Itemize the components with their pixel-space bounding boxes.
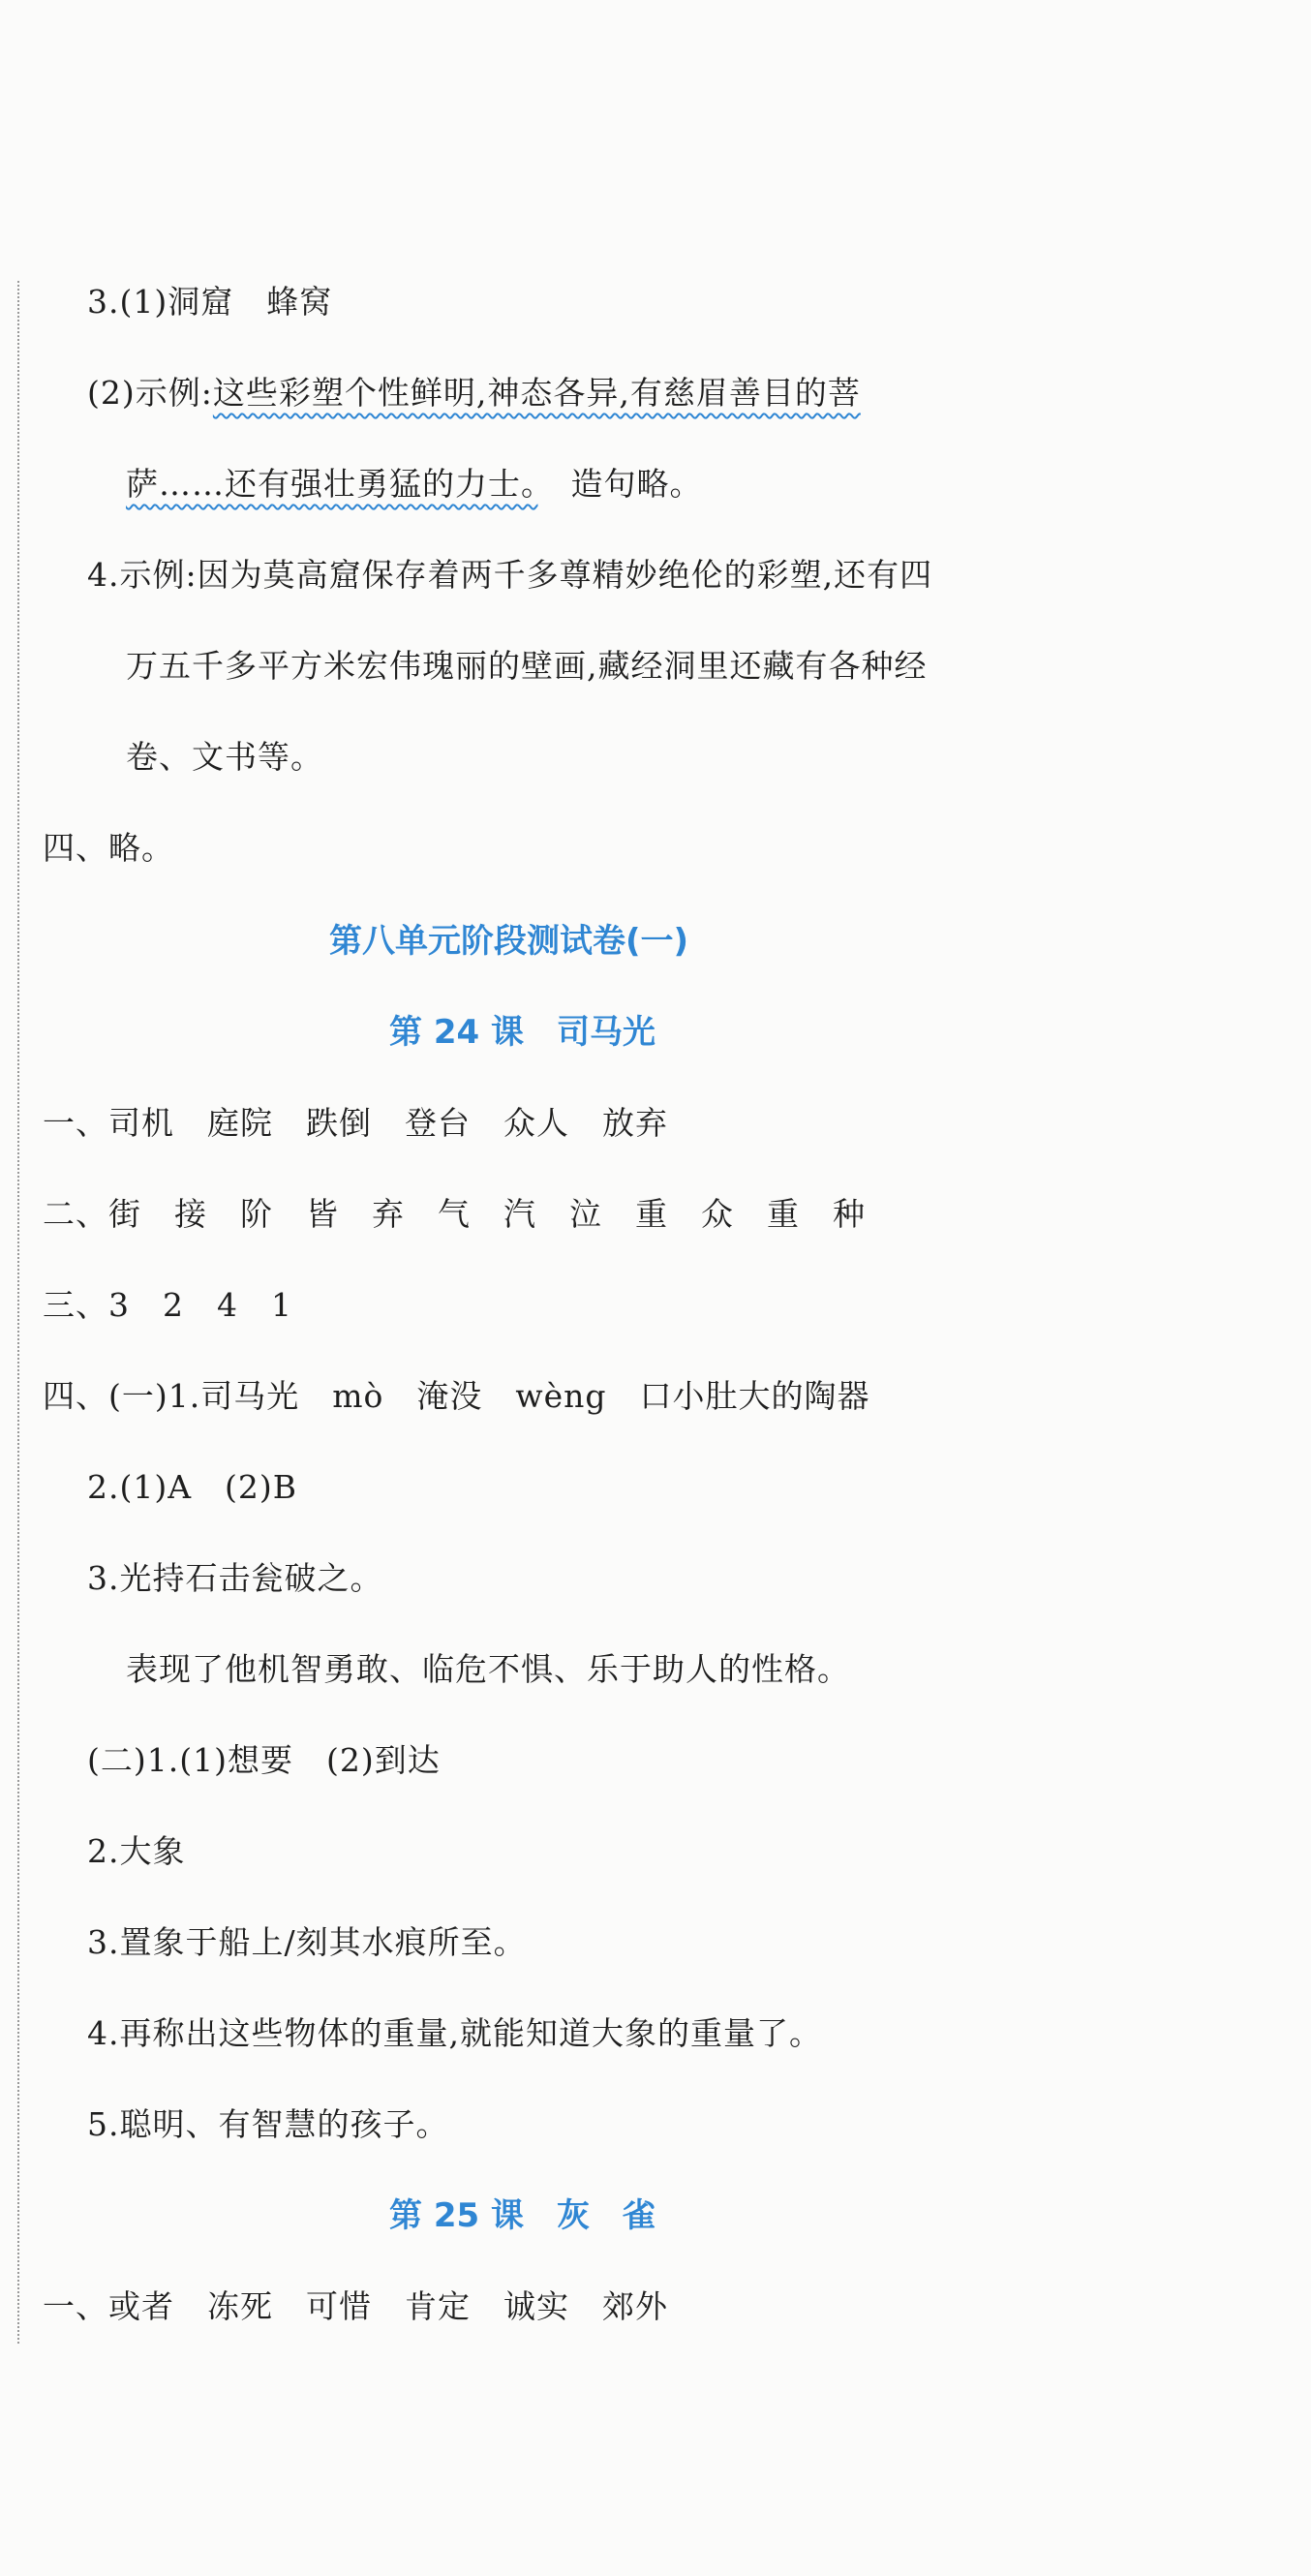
lesson-24-q4-3: 3.光持石击瓮破之。: [87, 1559, 383, 1597]
answer-3-2-suffix: 造句略。: [537, 465, 703, 503]
lesson-25-q1: 一、或者 冻死 可惜 肯定 诚实 郊外: [43, 2287, 668, 2325]
answer-3-2-prefix: (2)示例:: [87, 374, 213, 412]
lesson-24-q4-b4: 4.再称出这些物体的重量,就能知道大象的重量了。: [87, 2014, 822, 2052]
lesson-24-title: 第 24 课 司马光: [389, 1013, 656, 1052]
lesson-24-q3: 三、3 2 4 1: [43, 1286, 292, 1324]
answer-3-2-example-underlined-cont: 萨……还有强壮勇猛的力士。: [126, 465, 538, 503]
lesson-24-q4-b5: 5.聪明、有智慧的孩子。: [87, 2105, 449, 2143]
answer-3-2-line1: [87, 372, 861, 414]
answer-4-line2: 万五千多平方米宏伟瑰丽的壁画,藏经洞里还藏有各种经: [126, 647, 928, 685]
lesson-24-q2: 二、街 接 阶 皆 弃 气 汽 泣 重 众 重 种: [43, 1195, 866, 1233]
answer-3-2-example-underlined: 这些彩塑个性鲜明,神态各异,有慈眉善目的菩: [212, 374, 861, 412]
answer-4-line3: 卷、文书等。: [126, 738, 323, 776]
lesson-24-q4-b3: 3.置象于船上/刻其水痕所至。: [87, 1923, 527, 1961]
answer-4-line1: 4.示例:因为莫高窟保存着两千多尊精妙绝伦的彩塑,还有四: [87, 556, 933, 594]
answer-3-2-line2: [126, 463, 703, 506]
unit-title: 第八单元阶段测试卷(一): [329, 922, 689, 961]
lesson-24-q4-3b: 表现了他机智勇敢、临危不惧、乐于助人的性格。: [126, 1650, 850, 1688]
lesson-24-q4-b1: (二)1.(1)想要 (2)到达: [87, 1741, 441, 1779]
lesson-24-q1: 一、司机 庭院 跌倒 登台 众人 放弃: [43, 1104, 668, 1142]
lesson-25-title: 第 25 课 灰 雀: [389, 2196, 656, 2235]
lesson-24-q4-2: 2.(1)A (2)B: [87, 1468, 298, 1506]
answer-3-1: 3.(1)洞窟 蜂窝: [87, 283, 333, 321]
lesson-24-q4-1: 四、(一)1.司马光 mò 淹没 wèng 口小肚大的陶器: [43, 1377, 870, 1415]
lesson-24-q4-b2: 2.大象: [87, 1832, 186, 1870]
binding-margin-line: [17, 281, 19, 2344]
section-4-answer: 四、略。: [43, 829, 174, 867]
